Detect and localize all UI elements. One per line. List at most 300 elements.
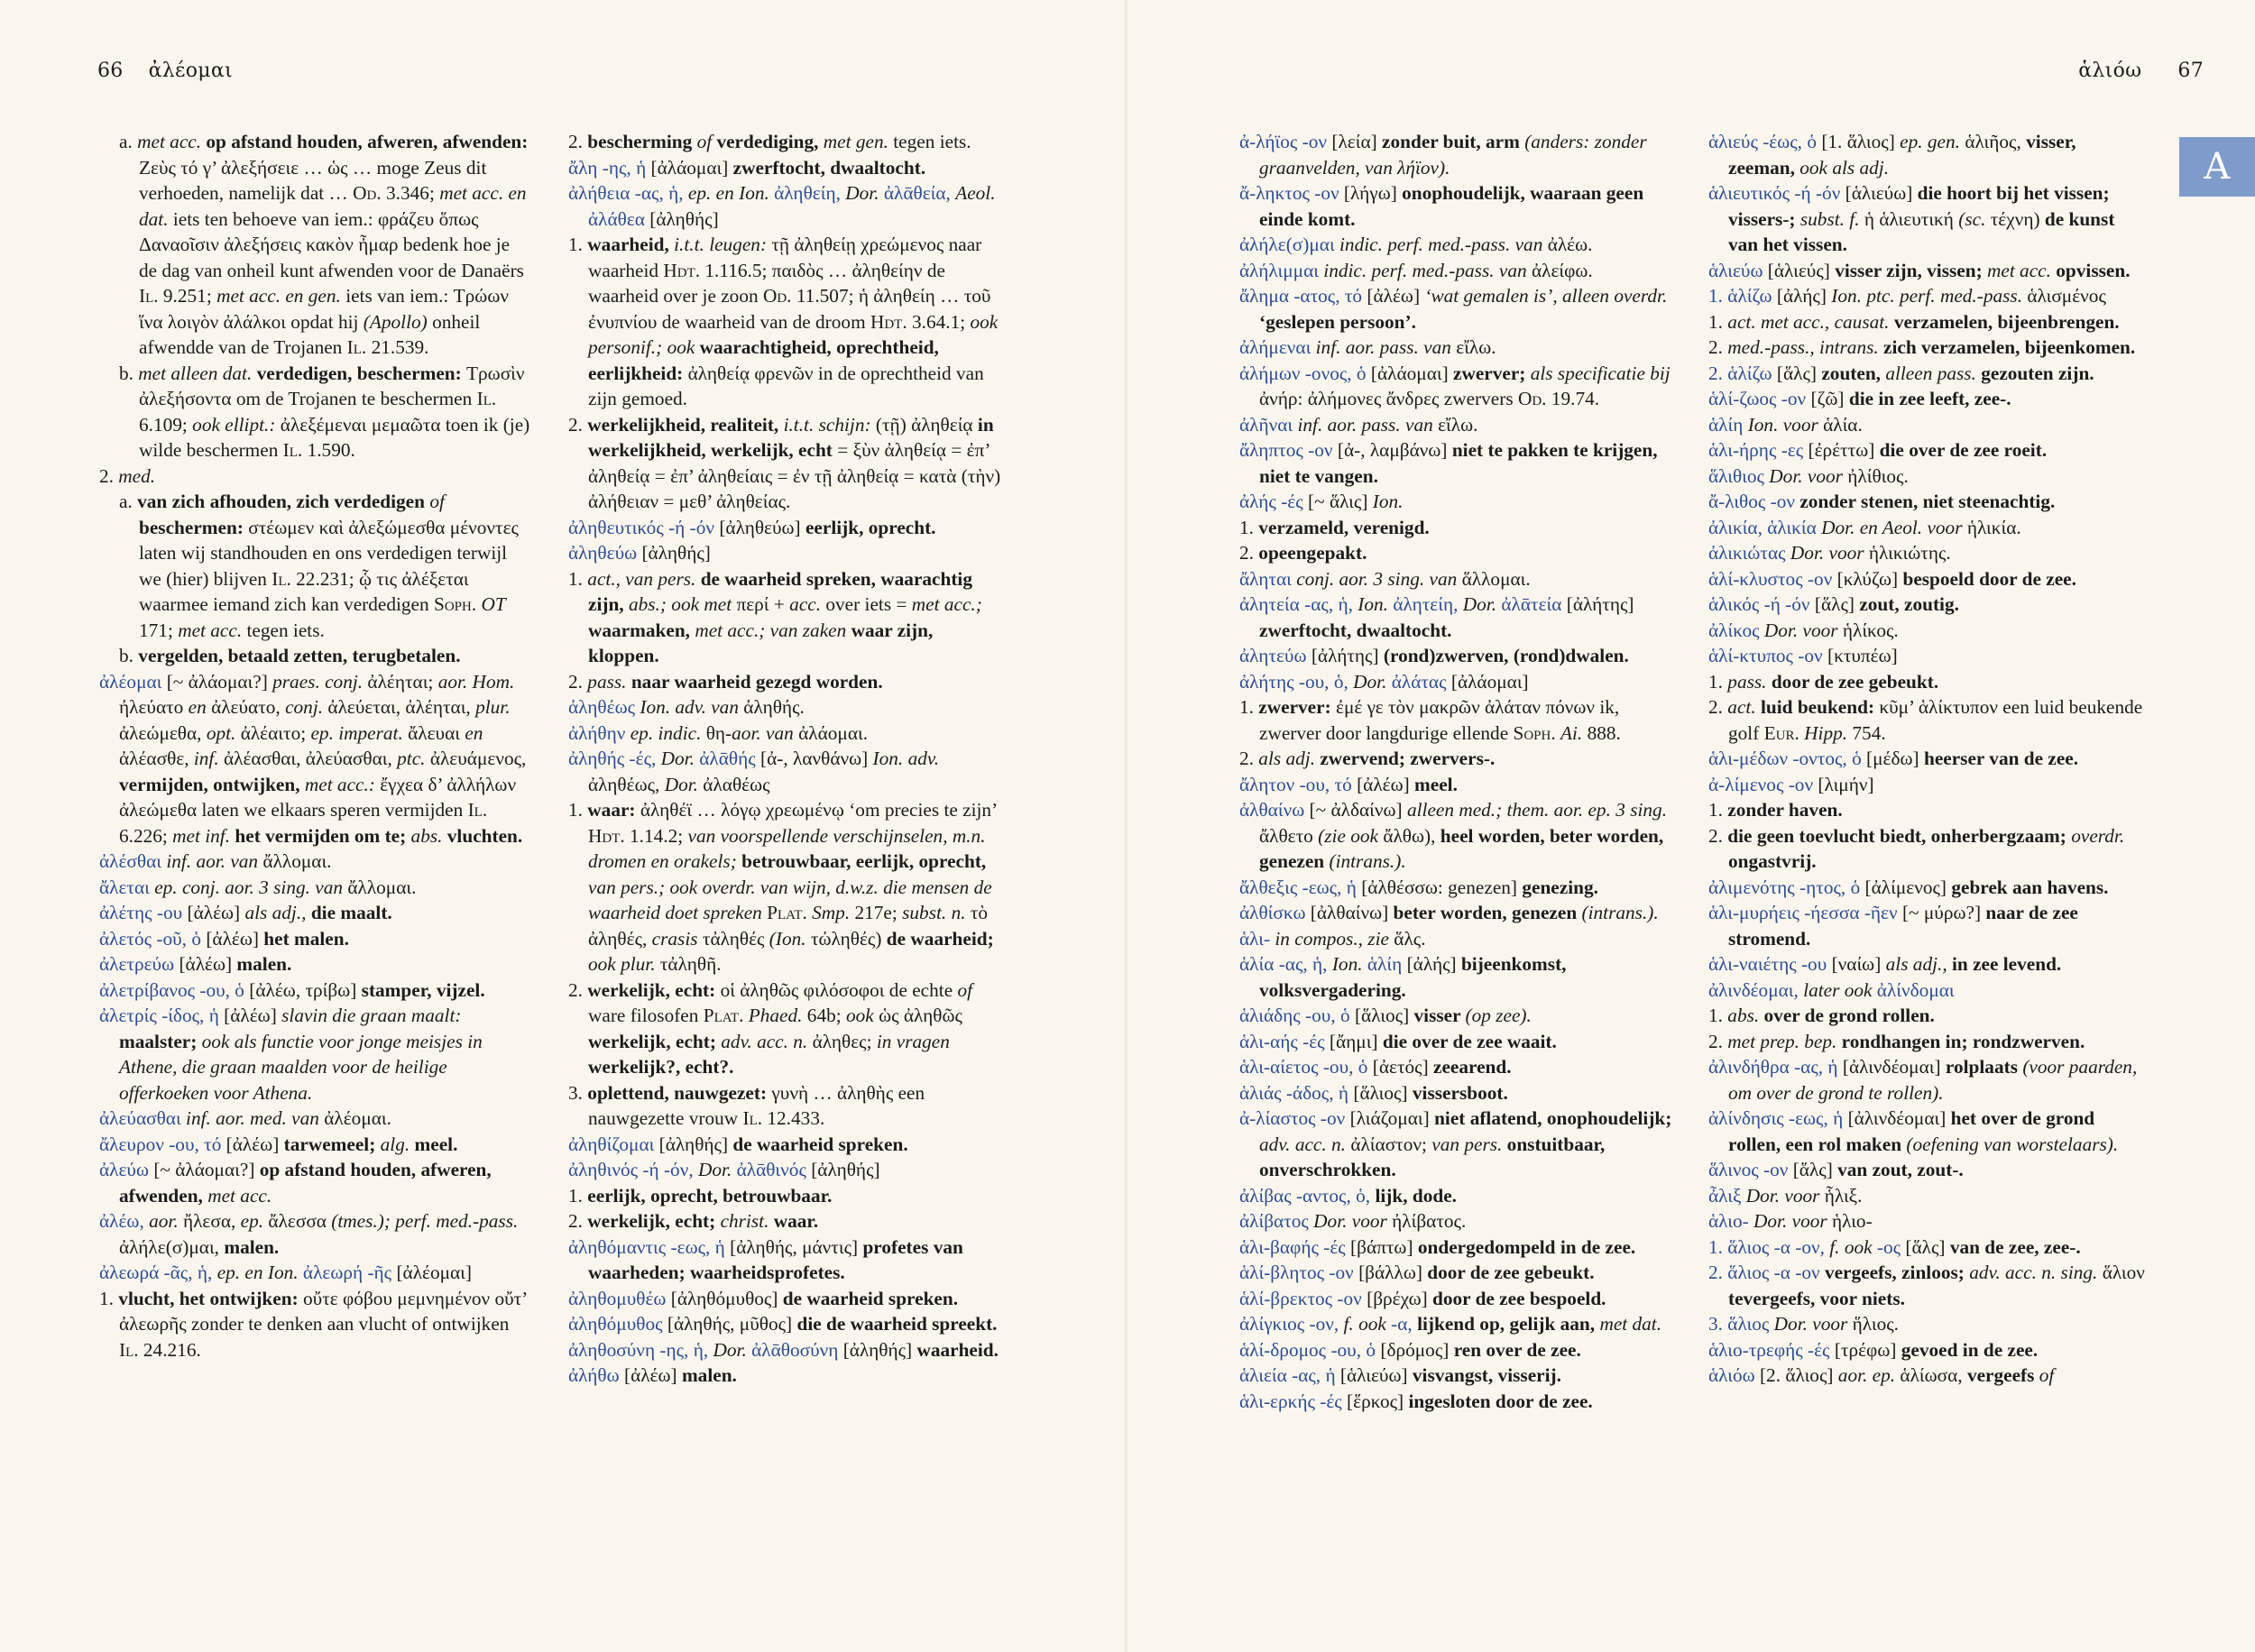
headword: ἀλίβας -αντος, ὁ,: [1239, 1184, 1376, 1207]
entry-text: naar de zee stromend.: [1728, 902, 2078, 950]
headword: ἁλι-: [1239, 927, 1275, 950]
entry-text: of: [696, 131, 717, 152]
entry-text: ep. en Ion.: [687, 182, 775, 204]
entry-text: zonder buit, arm: [1382, 131, 1525, 152]
entry-text: ἄλευαι: [408, 721, 465, 744]
dictionary-entry: [1708, 335, 2147, 361]
dictionary-entry: [1708, 1054, 2147, 1106]
entry-text: lijk, dode.: [1375, 1184, 1457, 1207]
entry-text: de kunst van het vissen.: [1728, 207, 2115, 255]
entry-text: door de zee gebeukt.: [1427, 1262, 1595, 1283]
entry-text: ἅλς.: [1394, 927, 1426, 950]
entry-text: met acc.:: [304, 773, 381, 795]
entry-text: f. ook: [1829, 1235, 1877, 1258]
entry-text: subst. n.: [902, 902, 971, 923]
headword: ἁλι-αίετος -ου, ὁ: [1239, 1056, 1373, 1078]
entry-text: Il.: [272, 567, 297, 590]
entry-text: het vermijden om te;: [235, 824, 411, 847]
entry-text: naar waarheid gezegd worden.: [630, 670, 883, 693]
entry-text: aor. ep.: [1837, 1364, 1901, 1386]
entry-text: zwerftocht, dwaaltocht.: [1259, 619, 1452, 641]
entry-text: het over de grond rollen, een rol maken: [1728, 1107, 2095, 1155]
entry-text: 3.: [568, 1081, 588, 1104]
entry-text: 21.539.: [371, 336, 429, 358]
entry-text: [βρέχω]: [1367, 1287, 1433, 1309]
entry-text: de waarheid spreken.: [782, 1287, 959, 1309]
dictionary-entry: [568, 1234, 1003, 1286]
right-page: [1128, 0, 2255, 1652]
entry-text: Dor.: [697, 1159, 737, 1180]
entry-text: bespoeld door de zee.: [1902, 567, 2076, 590]
dictionary-entry: [99, 849, 530, 875]
entry-text: vergeefs, zinloos;: [1824, 1262, 1970, 1283]
entry-text: [ἀετός]: [1372, 1056, 1433, 1078]
entry-text: 1.590.: [307, 439, 355, 461]
entry-text: malen.: [224, 1235, 280, 1258]
dictionary-entry: [1708, 1234, 2147, 1261]
entry-text: 1.14.2;: [630, 824, 688, 847]
headword: ἄλητον -ου, τό: [1239, 773, 1358, 795]
entry-text: 2.: [1708, 824, 1728, 847]
entry-text: Dor. voor: [1773, 1313, 1853, 1335]
dictionary-entry: [1239, 283, 1676, 335]
entry-text: Dor.: [1462, 593, 1502, 615]
entry-text: ἤλεσα,: [182, 1210, 241, 1232]
entry-text: ἀλείφω.: [1531, 259, 1593, 281]
dictionary-entry: [568, 669, 1003, 695]
headword: ἁλιάδης -ου, ὁ: [1239, 1005, 1355, 1026]
entry-text: vermijden, ontwijken,: [119, 773, 305, 795]
entry-text: ἀνήρ: ἀλήμονες ἄνδρες zwervers: [1259, 388, 1518, 409]
entry-text: van pers.; ook overdr. van wijn, d.w.z. die mensen de waarheid doet spreken: [588, 876, 992, 923]
entry-text: ook: [667, 336, 700, 358]
entry-text: [ἀληθής, μῦθος]: [667, 1313, 797, 1335]
headword: ἀλάτας: [1391, 670, 1451, 693]
entry-text: 19.74.: [1551, 388, 1600, 409]
entry-text: 2.: [1708, 696, 1728, 718]
entry-text: overdr.: [2071, 824, 2125, 847]
entry-text: [ἁλιεύω]: [1845, 182, 1918, 204]
entry-text: 6.226;: [119, 824, 173, 847]
entry-text: in compos., zie: [1275, 927, 1394, 950]
entry-text: 171;: [139, 619, 179, 641]
headword: ἁλιεύω: [1708, 259, 1768, 281]
entry-text: ἠλίθιος.: [1847, 464, 1909, 487]
headword: ἁλι-μυρήεις -ήεσσα -ῆεν: [1708, 902, 1902, 923]
entry-text: waar zijn, kloppen.: [588, 619, 934, 666]
entry-text: 2.: [568, 1210, 588, 1232]
entry-text: meel.: [414, 1133, 458, 1155]
entry-text: (sc.: [1958, 207, 1991, 230]
entry-text: bijeenkomst, volksvergadering.: [1259, 953, 1567, 1001]
entry-text: ep. imperat.: [310, 721, 409, 744]
dictionary-entry: [1239, 1260, 1676, 1286]
entry-text: met alleen dat.: [138, 362, 257, 384]
dictionary-entry: [1708, 746, 2147, 772]
entry-text: 888.: [1587, 721, 1621, 744]
headword: ἀλέσθαι: [99, 850, 167, 872]
headword: ἀλήτης -ου, ὁ,: [1239, 670, 1354, 693]
entry-text: ἡλικία.: [1966, 516, 2021, 538]
entry-text: Dor.: [713, 1338, 752, 1361]
dictionary-entry: [568, 797, 1003, 977]
entry-text: meel.: [1414, 773, 1458, 795]
entry-text: ἄλθω),: [1383, 824, 1440, 847]
dictionary-entry: [1708, 283, 2147, 309]
headword: ἀλεωρά -ᾶς, ἡ,: [99, 1262, 217, 1283]
headword: ἀλήθην: [568, 721, 630, 744]
dictionary-entry: [1239, 1183, 1676, 1209]
dictionary-entry: [1239, 797, 1676, 875]
dictionary-entry: [1239, 772, 1676, 798]
entry-text: waar:: [587, 799, 640, 821]
entry-text: waar.: [773, 1210, 819, 1232]
entry-text: die in zee leeft, zee-.: [1848, 388, 2011, 409]
entry-text: aor. Hom.: [437, 670, 515, 693]
entry-text: [ἀληθής]: [811, 1159, 880, 1180]
entry-text: opeengepakt.: [1258, 542, 1367, 564]
headword: ἀλήλε(σ)μαι: [1239, 234, 1339, 255]
entry-text: iets van iem.: Τρώων ἵνα λοιγὸν ἀλάλκοι opdat hij: [139, 285, 509, 333]
dictionary-entry: [1708, 309, 2147, 335]
entry-text: ἡλίκος.: [1842, 619, 1899, 641]
headword: ἀλᾱτεία: [1501, 593, 1567, 615]
headword: ἁλι-μέδων -οντος, ὁ: [1708, 748, 1867, 769]
entry-text: Dor.: [660, 748, 700, 769]
dictionary-entry: [1239, 540, 1676, 566]
dictionary-entry: [1708, 386, 2147, 412]
entry-text: [ἀλέω]: [226, 1133, 284, 1155]
entry-text: Ion.: [1372, 491, 1404, 512]
entry-text: 1.: [568, 799, 588, 821]
entry-text: 1.: [568, 234, 588, 255]
entry-text: waarheid,: [587, 234, 675, 255]
headword: ἀ-λήϊος -ον: [1239, 131, 1332, 152]
entry-text: [ἀλάομαι]: [1450, 670, 1529, 693]
entry-text: i.t.t. leugen:: [674, 234, 772, 255]
entry-text: [ἐρέττω]: [1808, 439, 1880, 461]
entry-text: visser: [1413, 1005, 1466, 1026]
entry-text: van zout, zout-.: [1837, 1159, 1964, 1180]
dictionary-entry: [1708, 1183, 2147, 1209]
entry-text: abs.: [1727, 1005, 1764, 1026]
headword: ἁλί-κλυστος -ον: [1708, 567, 1837, 590]
entry-text: τέχνη): [1990, 207, 2045, 230]
entry-text: waarheid.: [916, 1338, 999, 1361]
dictionary-entry: [99, 1208, 530, 1260]
dictionary-entry: [568, 1183, 1003, 1209]
entry-text: Dor. voor: [1763, 619, 1843, 641]
entry-text: [ἀλέω]: [1367, 285, 1425, 307]
entry-text: [ἀ-, λανθάνω]: [760, 748, 873, 769]
dictionary-entry: [1239, 335, 1676, 361]
entry-text: adv. acc. n.: [721, 1030, 813, 1052]
entry-text: 22.231; ᾧ τις ἀλέξεται waarmee iemand zich kan verdedigen: [139, 567, 469, 615]
headword: ἀληθευτικός -ή -όν: [568, 516, 720, 538]
headword: ἆλιξ: [1708, 1184, 1746, 1207]
entry-text: adv. acc. n. sing.: [1969, 1262, 2103, 1283]
dictionary-entry: [1708, 900, 2147, 951]
entry-text: ook ellipt.:: [192, 413, 281, 436]
entry-text: [βάπτω]: [1350, 1235, 1418, 1258]
entry-text: niet aflatend, onophoudelijk;: [1434, 1107, 1672, 1129]
entry-text: [~ ἀλάομαι?]: [166, 670, 273, 693]
entry-text: [ναίω]: [1831, 953, 1886, 975]
headword: ἀλῆναι: [1239, 413, 1298, 436]
entry-text: [λιάζομαι]: [1349, 1107, 1435, 1129]
page-number: 67: [2177, 60, 2204, 82]
headword: 1. ἁλίζω: [1708, 285, 1777, 307]
entry-text: zonder stenen, niet steenachtig.: [1799, 491, 2056, 512]
entry-text: of: [2039, 1364, 2055, 1386]
entry-text: ἔγχεα δ’ ἀλλήλων ἀλεώμεθα laten we elkaars speren vermijden: [119, 773, 517, 821]
entry-text: ἀλεύεται, ἀλέηται,: [327, 696, 476, 718]
entry-text: Phaed.: [748, 1005, 807, 1026]
entry-text: Il.: [742, 1107, 768, 1129]
entry-text: 2.: [99, 464, 119, 487]
entry-text: abs.; ook met: [628, 593, 737, 615]
entry-text: eerlijk, oprecht.: [805, 516, 936, 538]
dictionary-entry: [1239, 515, 1676, 541]
entry-text: [ἀλέω]: [179, 953, 237, 975]
headword: ἁλί-ζωος -ον: [1708, 388, 1811, 409]
entry-text: [ἀληθής, μάντις]: [730, 1235, 863, 1258]
entry-text: verzameld, verenigd.: [1258, 516, 1430, 538]
entry-text: (voor paarden, om over de grond te rollen).: [1728, 1056, 2138, 1104]
headword: ἀλήμεναι: [1239, 336, 1316, 358]
entry-text: over iets =: [825, 593, 912, 615]
dictionary-entry: [1239, 926, 1676, 952]
entry-text: [ἀλθαίνω]: [1310, 902, 1394, 923]
entry-text: [μέδω]: [1866, 748, 1924, 769]
entry-text: 2.: [1708, 1030, 1728, 1052]
headword: ἀλητεία -ας, ἡ,: [1239, 593, 1358, 615]
entry-text: (Ion.: [769, 927, 811, 950]
headword: ἄληπτος -ον: [1239, 439, 1338, 461]
entry-text: als specificatie bij: [1530, 362, 1671, 384]
entry-text: met acc.: [137, 131, 207, 152]
entry-text: Dor. en Aeol. voor: [1821, 516, 1967, 538]
entry-text: de waarheid;: [886, 927, 994, 950]
headword: ἀληθεύω: [568, 542, 642, 564]
entry-text: [ἁλιεύς]: [1767, 259, 1836, 281]
headword: ἀλίβατος: [1239, 1210, 1314, 1232]
entry-text: ἄλθετο: [1259, 824, 1319, 847]
headword: ἁλιο-: [1708, 1210, 1754, 1232]
dictionary-entry: [568, 155, 1003, 181]
dictionary-entry: [1708, 180, 2147, 258]
dictionary-entry: [1708, 463, 2147, 490]
entry-text: waarmaken,: [588, 619, 695, 641]
entry-text: 3.346;: [386, 182, 440, 204]
entry-text: 1.116.5; παιδὸς … ἀληθείην de waarheid over je zoon: [588, 259, 945, 307]
entry-text: zouten,: [1821, 362, 1886, 384]
entry-text: [ἀληθόμυθος]: [670, 1287, 783, 1309]
entry-text: gebrek aan havens.: [1951, 876, 2109, 898]
entry-text: Ion. ptc. perf. med.-pass.: [1831, 285, 2028, 307]
entry-text: of: [429, 491, 445, 512]
headword: ἁλί-δρομος -ου, ὁ: [1239, 1338, 1381, 1361]
dictionary-entry: [1708, 515, 2147, 541]
entry-text: ἀλέομαι.: [324, 1107, 391, 1129]
entry-text: Ion. voor: [1747, 413, 1824, 436]
entry-text: aor. van: [732, 721, 799, 744]
dictionary-entry: [99, 875, 530, 901]
entry-text: vergelden, betaald zetten, terugbetalen.: [138, 645, 461, 666]
entry-text: van voorspellende verschijnselen, m.n. dromen en orakels;: [588, 824, 986, 872]
dictionary-entry: [1708, 694, 2147, 746]
entry-text: vlucht, het ontwijken:: [118, 1287, 303, 1309]
headword: ἀληθής -ές,: [568, 748, 661, 769]
entry-text: ἀλέασθε,: [119, 748, 194, 769]
right-column-1: [1239, 129, 1676, 1414]
entry-text: pass.: [1727, 670, 1772, 693]
entry-text: [ἅλς]: [1905, 1235, 1950, 1258]
dictionary-entry: [99, 1286, 530, 1363]
entry-text: ἀληθέϊ … λόγῳ χρεωμένῳ ‘om precies te zijn’: [640, 799, 997, 821]
entry-text: maalster;: [119, 1030, 202, 1052]
dictionary-entry: [1708, 540, 2147, 566]
entry-text: ἠλίβατος.: [1392, 1210, 1467, 1232]
entry-text: met acc.;: [911, 593, 982, 615]
entry-text: εἴλω.: [1438, 413, 1478, 436]
entry-text: ἀληθες;: [812, 1030, 877, 1052]
headword: -ος: [1876, 1235, 1906, 1258]
entry-text: ἡλικιώτης.: [1868, 542, 1951, 564]
headword: ἀλθίσκω: [1239, 902, 1311, 923]
dictionary-entry: [1708, 592, 2147, 618]
headword: ἀλᾱθοσύνη: [751, 1338, 843, 1361]
headword: ἁλι-βαφής -ές: [1239, 1235, 1351, 1258]
headword: ἄ-ληκτος -ον: [1239, 182, 1344, 204]
headword: ἀληθόμυθος: [568, 1313, 667, 1335]
entry-text: εἴλω.: [1456, 336, 1496, 358]
entry-text: (τῇ) ἀληθείᾳ: [875, 413, 978, 436]
headword: ἄλθεξις -εως, ἡ: [1239, 876, 1362, 898]
entry-text: ingesloten door de zee.: [1408, 1390, 1593, 1412]
headword: ἀληθινός -ή -όν,: [568, 1159, 698, 1180]
entry-text: abs.: [410, 824, 447, 847]
dictionary-entry: [1239, 1003, 1676, 1029]
entry-text: met inf.: [172, 824, 235, 847]
entry-text: vissersboot.: [1412, 1081, 1508, 1104]
entry-text: (intrans.).: [1329, 850, 1406, 872]
entry-text: Od.: [353, 182, 387, 204]
headword: ἄλη -ης, ἡ: [568, 156, 651, 179]
dictionary-entry: [1239, 1363, 1676, 1389]
entry-text: niet te pakken te krijgen, niet te vangen.: [1259, 439, 1658, 487]
entry-text: conj.: [285, 696, 328, 718]
entry-text: opt.: [206, 721, 241, 744]
dictionary-entry: [1708, 1003, 2147, 1029]
entry-text: ep. en Ion.: [216, 1262, 303, 1283]
headword: ἁλί-βλητος -ον: [1239, 1262, 1359, 1283]
entry-text: betrouwbaar, eerlijk, oprecht,: [741, 850, 987, 872]
entry-text: lijkend op, gelijk aan,: [1417, 1313, 1600, 1335]
entry-text: [κλύζω]: [1836, 567, 1903, 590]
dictionary-entry: [1708, 129, 2147, 180]
headword: ἁλιευτικός -ή -όν: [1708, 182, 1845, 204]
entry-text: 1.: [1239, 516, 1259, 538]
entry-text: tarwemeel;: [283, 1133, 381, 1155]
entry-text: 24.216.: [143, 1338, 201, 1361]
entry-text: werkelijk, echt;: [587, 1210, 721, 1232]
entry-text: [ἀληθής]: [842, 1338, 917, 1361]
entry-text: [ἀλής]: [1406, 953, 1461, 975]
headword: ἁλι-ήρης -ες: [1708, 439, 1809, 461]
entry-text: zwervend; zwervers-.: [1320, 748, 1496, 769]
entry-text: 217e;: [854, 902, 903, 923]
entry-text: 2.: [1239, 542, 1259, 564]
entry-text: zwerftocht, dwaaltocht.: [732, 156, 926, 179]
entry-text: [τρέφω]: [1834, 1338, 1901, 1361]
entry-text: werkelijkheid, realiteit,: [587, 413, 784, 436]
entry-text: of: [957, 978, 973, 1001]
entry-text: die over de zee waait.: [1382, 1030, 1557, 1052]
entry-text: ἁλιῆος,: [1965, 131, 2027, 152]
dictionary-entry: [99, 361, 530, 463]
entry-text: Ion. adv.: [872, 748, 940, 769]
entry-text: Ζεὺς τό γ’ ἀλεξήσειε … ὡς … moge Zeus dit verhoeden, namelijk dat …: [139, 156, 487, 204]
dictionary-entry: [1239, 746, 1676, 772]
headword: ἀλέτης -ου: [99, 902, 188, 923]
entry-text: τἀληθές: [702, 927, 769, 950]
entry-text: profetes van waarheden; waarheidsprofetes.: [588, 1235, 963, 1283]
entry-text: θη-: [705, 721, 732, 744]
dictionary-entry: [1708, 823, 2147, 875]
entry-text: als adj.,: [244, 902, 311, 923]
entry-text: γυνὴ … ἀληθὴς een nauwgezette vrouw: [588, 1081, 925, 1129]
entry-text: ptc.: [397, 748, 430, 769]
dictionary-entry: [99, 463, 530, 490]
dictionary-entry: [568, 1363, 1003, 1389]
headword: ἀ-λίαστος -ον: [1239, 1107, 1350, 1129]
headword: ἀλετός -οῦ, ὁ: [99, 927, 207, 950]
dictionary-entry: [1239, 694, 1676, 746]
entry-text: b.: [119, 645, 139, 666]
entry-text: Hdt.: [588, 824, 630, 847]
entry-text: [ἀλήτης]: [1566, 593, 1634, 615]
entry-text: [~ μύρω?]: [1901, 902, 1986, 923]
entry-text: ook als adj.: [1799, 156, 1890, 179]
entry-text: [ἀλίμενος]: [1864, 876, 1952, 898]
entry-text: subst. f.: [1799, 207, 1864, 230]
headword: ἁλι-ναιέτης -ου: [1708, 953, 1832, 975]
entry-text: f. ook: [1343, 1313, 1392, 1335]
entry-text: (rond)zwerven, (rond)dwalen.: [1383, 645, 1629, 666]
entry-text: onstuitbaar, onverschrokken.: [1259, 1133, 1606, 1180]
entry-text: crasis: [651, 927, 703, 950]
entry-text: Eur.: [1763, 721, 1805, 744]
entry-text: gevoed in de zee.: [1901, 1338, 2039, 1361]
entry-text: 6.109;: [139, 413, 193, 436]
headword: ἀλινδήθρα -ας, ἡ: [1708, 1056, 1843, 1078]
headword: ἀλέω,: [99, 1210, 150, 1232]
entry-text: [ἀλάομαι]: [650, 156, 733, 179]
entry-text: van de zee, zee-.: [1949, 1235, 2081, 1258]
entry-text: en: [188, 696, 212, 718]
entry-text: adv. acc. n.: [1259, 1133, 1351, 1155]
dictionary-entry: [1708, 258, 2147, 284]
entry-text: act. met acc., causat.: [1727, 310, 1894, 333]
entry-text: ἀληθέως,: [588, 773, 665, 795]
entry-text: [δρόμος]: [1380, 1338, 1454, 1361]
dictionary-entry: [568, 1208, 1003, 1234]
entry-text: bescherming: [587, 131, 697, 152]
entry-text: stamper, vijzel.: [361, 978, 485, 1001]
entry-text: Aeol.: [955, 182, 996, 204]
entry-text: 1.: [1708, 310, 1728, 333]
